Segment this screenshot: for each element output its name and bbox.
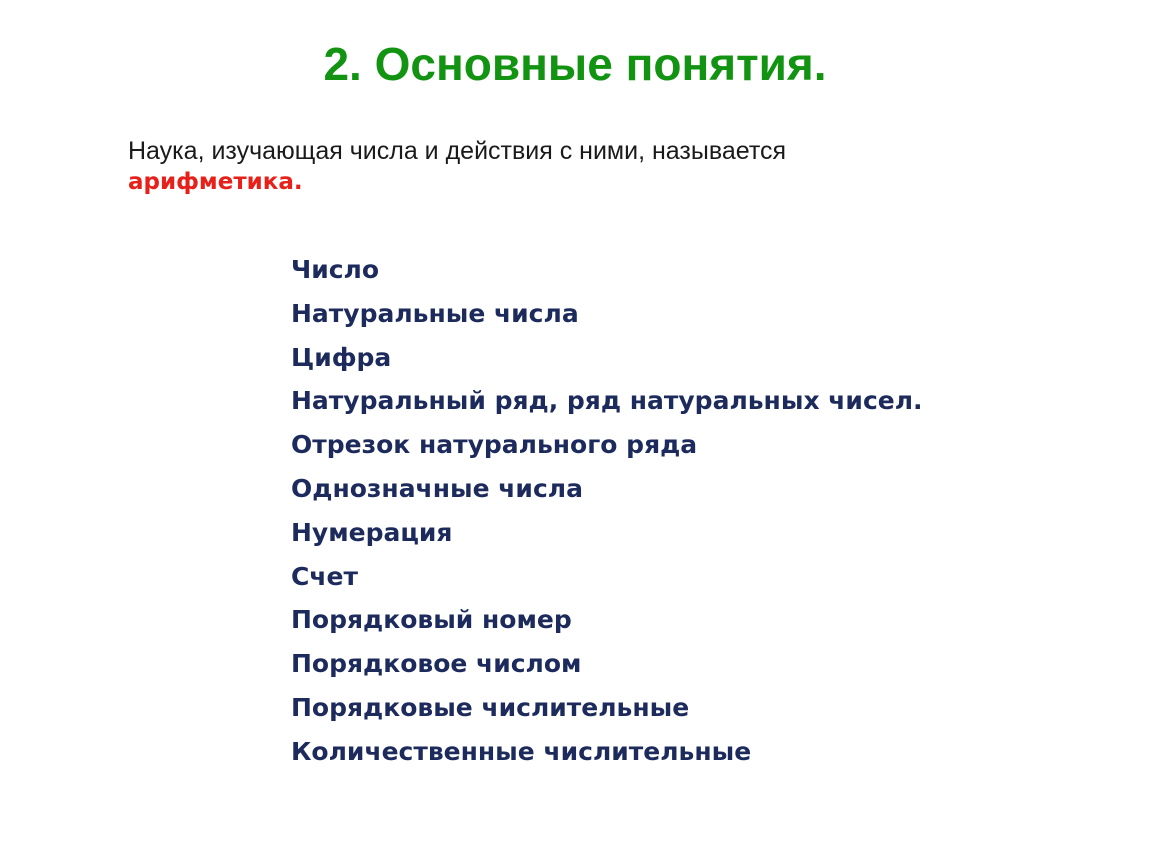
- concept-item: Число: [291, 255, 380, 284]
- concept-item: Однозначные числа: [291, 473, 583, 503]
- intro-paragraph: [128, 136, 948, 198]
- highlighted-term: арифметика.: [128, 169, 303, 195]
- concept-item: Порядковые числительные: [291, 692, 690, 722]
- slide-title: 2. Основные понятия.: [323, 38, 827, 90]
- concept-item: Счет: [291, 561, 358, 591]
- concept-item: Натуральные числа: [291, 298, 579, 328]
- concept-item: Количественные числительные: [291, 736, 752, 766]
- intro-text: Наука, изучающая числа и действия с ними, называется: [128, 137, 787, 165]
- concept-item: Натуральный ряд, ряд натуральных чисел.: [291, 386, 923, 416]
- concept-item: Отрезок натурального ряда: [291, 430, 698, 460]
- concept-item: Порядковый номер: [291, 605, 572, 635]
- concepts-list: [291, 248, 923, 774]
- concept-item: Порядковое числом: [291, 649, 582, 679]
- concept-item: Нумерация: [291, 517, 453, 547]
- concept-item: Цифра: [291, 342, 392, 372]
